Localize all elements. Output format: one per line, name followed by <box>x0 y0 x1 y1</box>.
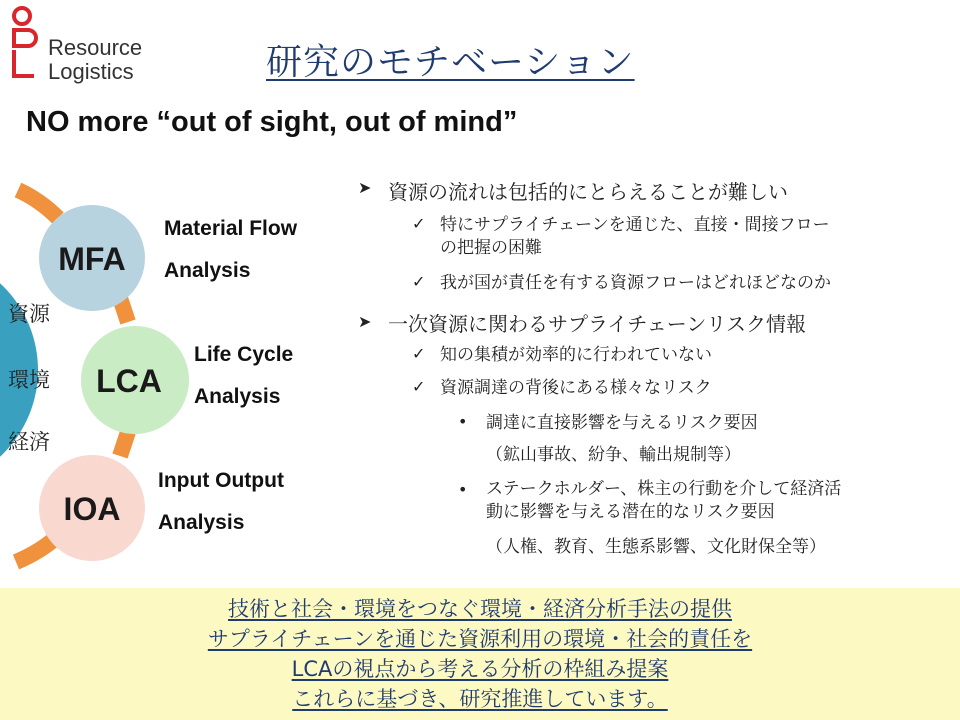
logo-line-2: Logistics <box>48 59 134 84</box>
ioa-name-line-1: Input Output <box>158 469 284 492</box>
footer-line-4: これらに基づき、研究推進しています。 <box>292 687 668 711</box>
bullet-b-sub2: 資源調達の背後にある様々なリスク <box>440 378 712 398</box>
bullet-a-sub1-line-2: の把握の困難 <box>440 238 542 258</box>
page-title: 研究のモチベーション <box>266 42 635 83</box>
mfa-name <box>164 208 297 292</box>
logo-mark-icon <box>8 6 48 82</box>
bullet-b-sub2-item2-line-2: 動に影響を与える潜在的なリスク要因 <box>486 502 775 522</box>
footer-line-3: LCAの視点から考える分析の枠組み提案 <box>291 657 669 681</box>
bullet-b-sub2-item2-line-1: ステークホルダー、株主の行動を介して経済活 <box>486 479 842 499</box>
lca-abbr: LCA <box>96 363 162 399</box>
mfa-name-line-1: Material Flow <box>164 217 298 240</box>
side-label-environment: 環境 <box>8 368 50 392</box>
logo-line-1: Resource <box>48 35 143 60</box>
bullet-b-sub2-item1-note: （鉱山事故、紛争、輸出規制等） <box>486 445 741 465</box>
bullet-level1-b: 一次資源に関わるサプライチェーンリスク情報 <box>388 312 806 336</box>
arrow-bullet-icon: ➤ <box>358 178 372 197</box>
arrow-bullet-icon: ➤ <box>358 312 372 331</box>
bullet-b-sub2-item2 <box>486 478 841 524</box>
mfa-abbr: MFA <box>58 241 126 277</box>
mfa-name-line-2: Analysis <box>164 259 251 282</box>
connector-lca-ioa <box>120 432 128 456</box>
side-label-resource: 資源 <box>8 302 50 326</box>
bullet-b-sub2-item2-note: （人権、教育、生態系影響、文化財保全等） <box>486 537 826 557</box>
ioa-abbr: IOA <box>63 491 121 527</box>
side-label-economy: 経済 <box>8 430 50 454</box>
check-icon: ✓ <box>412 214 426 233</box>
footer-line-1: 技術と社会・環境をつなぐ環境・経済分析手法の提供 <box>228 597 732 621</box>
ioa-name-line-2: Analysis <box>158 511 245 534</box>
footer-line-2: サプライチェーンを通じた資源利用の環境・社会的責任を <box>207 627 753 651</box>
bullet-a-sub2: 我が国が責任を有する資源フローはどれほどなのか <box>440 273 831 293</box>
check-icon: ✓ <box>412 272 426 291</box>
bullet-b-sub2-item1: 調達に直接影響を与えるリスク要因 <box>486 413 758 433</box>
check-icon: ✓ <box>412 344 426 363</box>
dot-bullet-icon: • <box>458 412 468 431</box>
bullet-level1-a: 資源の流れは包括的にとらえることが難しい <box>388 180 788 204</box>
bullet-b-sub1: 知の集積が効率的に行われていない <box>440 345 712 365</box>
bullet-a-sub1-line-1: 特にサプライチェーンを通じた、直接・間接フロー <box>440 215 830 235</box>
ioa-name <box>158 460 284 544</box>
bullet-a-sub1 <box>440 214 830 260</box>
check-icon: ✓ <box>412 377 426 396</box>
footer-summary <box>0 588 960 720</box>
lca-name-line-2: Analysis <box>194 385 281 408</box>
logo-text <box>48 36 142 84</box>
dot-bullet-icon: • <box>458 480 468 499</box>
connector-top <box>18 190 58 218</box>
resource-logistics-logo <box>8 6 158 86</box>
lca-name-line-1: Life Cycle <box>194 343 294 366</box>
page-subtitle: NO more “out of sight, out of mind” <box>26 106 518 138</box>
lca-name <box>194 334 293 418</box>
